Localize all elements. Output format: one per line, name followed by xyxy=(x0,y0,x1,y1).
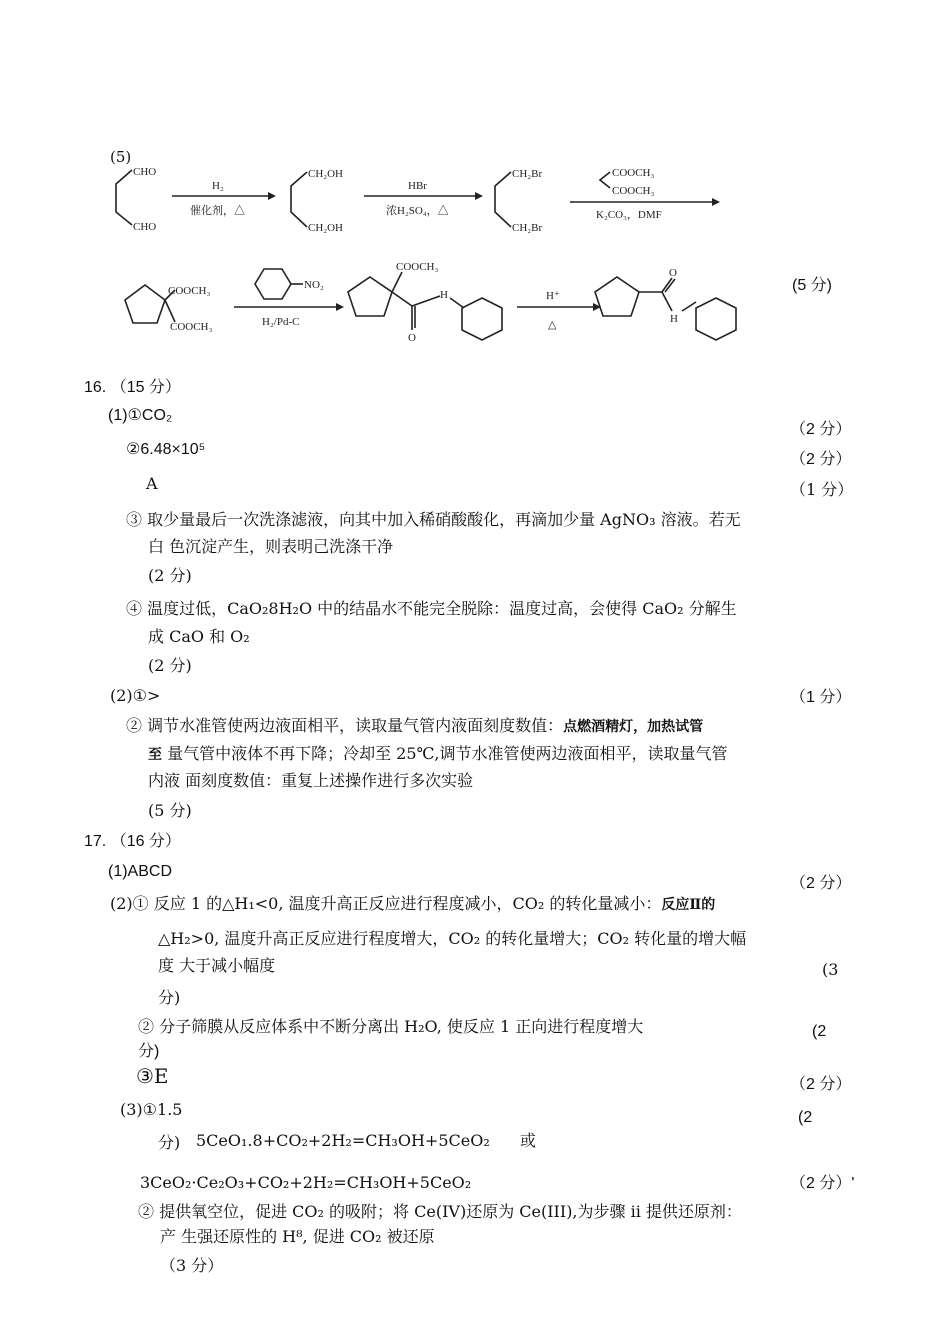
q16-answer-1-4-line2: 成 CaO 和 O₂ xyxy=(148,627,250,646)
q17-answer-2-3: ③E xyxy=(136,1064,169,1088)
ch2oh-top: CH₂OH xyxy=(308,168,344,180)
q16-score-2-2: (5 分) xyxy=(148,801,192,820)
q16-answer-1-2: ②6.48×10⁵ xyxy=(126,441,206,458)
q5-score: (5 分) xyxy=(792,277,833,294)
q16-title: 16. （15 分） xyxy=(84,379,181,396)
q16-score-1-2: （2 分） xyxy=(790,451,852,468)
amide-nh: H xyxy=(440,289,448,301)
product-nh: H xyxy=(670,313,678,325)
q17-score-2-2-b: 分) xyxy=(138,1043,160,1060)
q17-score-3-1-b: 分) xyxy=(158,1133,181,1152)
q17-answer-2-1-line1-b: 反应Ⅱ的 xyxy=(661,897,716,913)
q17-answer-3-2-line1: ② 提供氧空位，促进 CO₂ 的吸附；将 Ce(IV)还原为 Ce(III),为步骤 ii 提供还原剂： xyxy=(138,1202,742,1221)
q16-answer-2-2-line1-b: 点燃酒精灯，加热试管 xyxy=(563,719,704,735)
q17-answer-3-2-line2: 产 生强还原性的 H⁸, 促进 CO₂ 被还原 xyxy=(160,1227,435,1246)
q17-answer-2-2-b: 向进行程度增大 xyxy=(531,1019,644,1036)
cho-top: CHO xyxy=(133,166,157,178)
q17-answer-2-1-line2: △H₂>0, 温度升高正反应进行程度增大，CO₂ 的转化量增大；CO₂ 转化量的增大幅 xyxy=(158,929,747,948)
nitro-group: NO₂ xyxy=(304,279,324,291)
q17-score-2-1-a: (3 xyxy=(822,960,839,979)
q17-answer-1: (1)ABCD xyxy=(108,863,173,880)
q16-score-1-3: (2 分) xyxy=(148,566,192,585)
cho-bottom: CHO xyxy=(133,221,157,233)
arrow2-condition: 浓H₂SO₄，△ xyxy=(386,205,449,217)
arrow1-reagent: H₂ xyxy=(212,180,224,192)
arrow3-condition: K₂CO₃，DMF xyxy=(596,209,662,221)
q17-score-2-1-b: 分) xyxy=(158,988,181,1007)
arrow1-condition: 催化剂，△ xyxy=(190,205,245,217)
amide-ester-top: COOCH₃ xyxy=(396,261,439,273)
arrow5-condition: △ xyxy=(548,319,557,331)
q16-answer-2-2-line2 xyxy=(148,744,728,765)
q17-score-2-3: （2 分） xyxy=(790,1076,852,1093)
q17-score-2-2-a: (2 xyxy=(812,1023,827,1040)
ch2br-top: CH₂Br xyxy=(512,168,543,180)
q17-answer-2-1-line1 xyxy=(110,894,715,915)
q17-answer-2-1-line3: 度 大于减小幅度 xyxy=(158,956,276,975)
q17-equation-1: 5CeO₁.8+CO₂+2H₂=CH₃OH+5CeO₂ xyxy=(196,1131,490,1150)
q17-title: 17. （16 分） xyxy=(84,833,181,850)
q5-label: (5) xyxy=(110,148,132,166)
q16-score-1-4: (2 分) xyxy=(148,656,192,675)
q16-answer-1-3-line2: 白 色沉淀产生，则表明己洗涤干净 xyxy=(148,537,394,556)
amide-oxygen: O xyxy=(408,332,416,344)
reaction-scheme-row2 xyxy=(0,0,950,360)
q16-answer-1-1: (1)①CO₂ xyxy=(108,407,173,424)
q17-answer-2-2-a: ② 分子筛膜从反应体系中不断分离出 H₂O, 使反应 1 正 xyxy=(138,1017,532,1036)
q16-answer-2-2-line1 xyxy=(126,716,703,737)
q16-answer-2-1: (2)①> xyxy=(110,686,161,705)
q17-score-3-1-a: (2 xyxy=(798,1109,813,1126)
q17-answer-3-1: (3)①1.5 xyxy=(120,1100,183,1119)
q16-answer-1-2b: A xyxy=(146,474,158,493)
q17-score-equation: （2 分）' xyxy=(790,1175,855,1192)
q17-score-1: （2 分） xyxy=(790,875,852,892)
diester-top: COOCH₃ xyxy=(168,285,211,297)
malonate-top: COOCH₃ xyxy=(612,167,655,179)
q17-or: 或 xyxy=(520,1131,537,1150)
malonate-bottom: COOCH₃ xyxy=(612,185,655,197)
arrow2-reagent: HBr xyxy=(408,180,427,192)
product-oxygen: O xyxy=(669,267,677,279)
arrow4-condition: H₂/Pd-C xyxy=(262,316,300,328)
q17-answer-2-2 xyxy=(138,1017,643,1038)
q17-score-3-2: （3 分） xyxy=(160,1256,224,1275)
q17-answer-2-1-line1-a: (2)① 反应 1 的△H₁<0, 温度升高正反应进行程度减小，CO₂ 的转化量减小： xyxy=(110,894,662,913)
q16-answer-2-2-line2-a: 至 xyxy=(148,747,162,763)
q16-answer-2-2-line1-a: ② 调节水准管使两边液面相平，读取量气管内液面刻度数值： xyxy=(126,716,564,735)
q16-answer-2-2-line2-b: 量气管中液体不再下降；冷却至 25℃,调节水准管使两边液面相平，读取量气管 xyxy=(162,744,728,763)
q16-score-2-1: （1 分） xyxy=(790,689,852,706)
q17-equation-2: 3CeO₂·Ce₂O₃+CO₂+2H₂=CH₃OH+5CeO₂ xyxy=(140,1173,472,1192)
q16-score-1-1: （2 分） xyxy=(790,421,852,438)
ch2br-bottom: CH₂Br xyxy=(512,222,543,234)
q16-answer-2-2-line3: 内液 面刻度数值：重复上述操作进行多次实验 xyxy=(148,771,474,790)
arrow5-reagent: H⁺ xyxy=(546,290,560,302)
q16-answer-1-3-line1: ③ 取少量最后一次洗涤滤液，向其中加入稀硝酸酸化，再滴加少量 AgNO₃ 溶液。若无 xyxy=(126,510,741,529)
ch2oh-bottom: CH₂OH xyxy=(308,222,344,234)
q16-answer-1-4-line1: ④ 温度过低，CaO₂8H₂O 中的结晶水不能完全脱除：温度过高，会使得 CaO₂ 分解生 xyxy=(126,599,737,618)
diester-bottom: COOCH₃ xyxy=(170,321,213,333)
q16-score-1-2b: （1 分） xyxy=(790,480,854,499)
